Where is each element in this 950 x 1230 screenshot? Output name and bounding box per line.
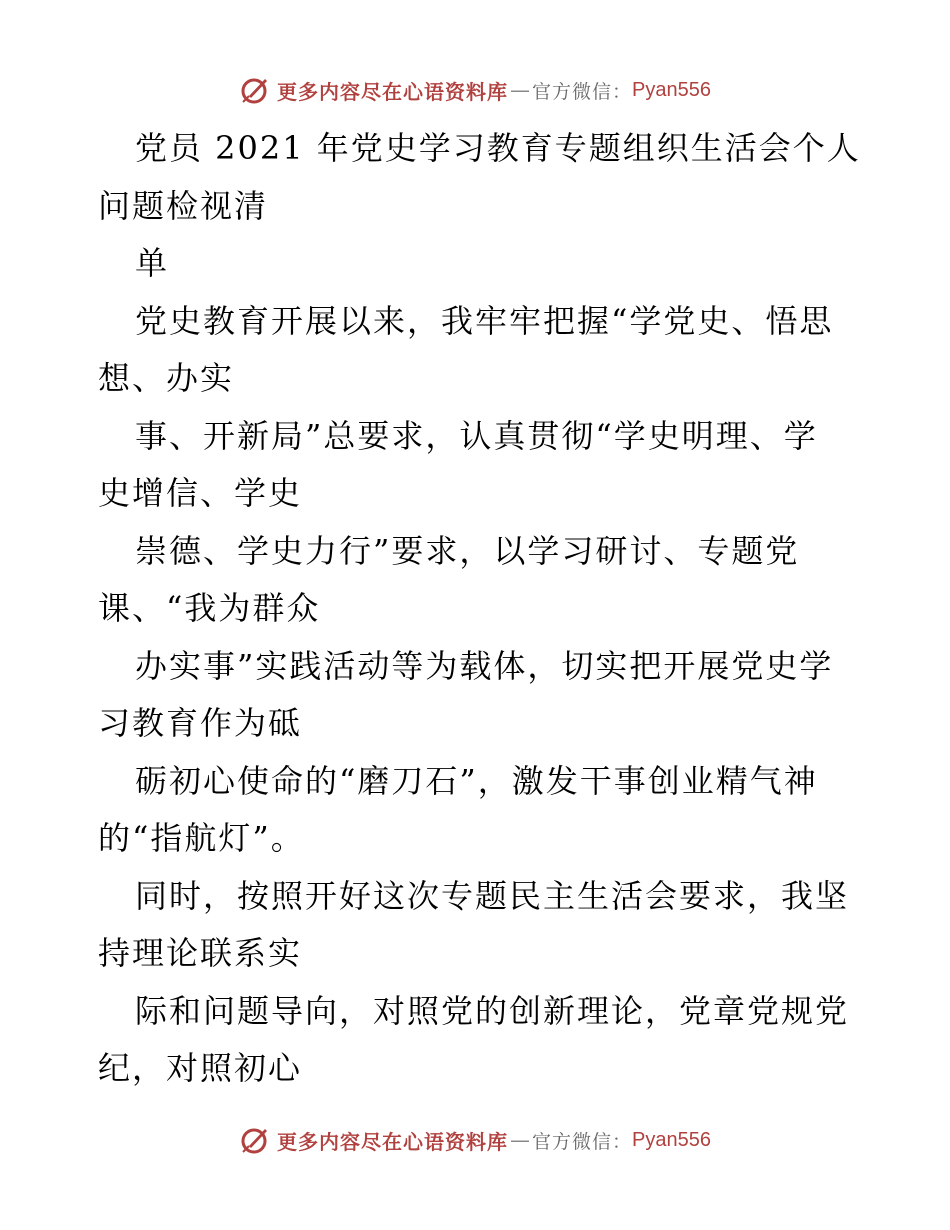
text-line: 单 xyxy=(135,244,170,282)
text-line: 党员 2021 年党史学习教育专题组织生活会个人 xyxy=(135,129,861,167)
text-line: 课、“我为群众 xyxy=(98,589,321,627)
banner-main-text: 更多内容尽在心语资料库 xyxy=(277,79,508,104)
text-line: 习教育作为砥 xyxy=(98,704,303,742)
banner-dash: — xyxy=(510,78,530,102)
banner-dash: — xyxy=(510,1128,530,1152)
text-line: 际和问题导向，对照党的创新理论，党章党规党 xyxy=(135,991,850,1030)
text-line: 纪，对照初心 xyxy=(98,1049,303,1087)
text-line: 的“指航灯”。 xyxy=(98,819,305,857)
text-line: 史增信、学史 xyxy=(98,474,303,512)
quill-logo-icon xyxy=(239,1124,271,1156)
banner-wechat-label: 官方微信： xyxy=(532,1130,633,1153)
text-line: 持理论联系实 xyxy=(98,934,303,972)
text-line: 事、开新局”总要求，认真贯彻“学史明理、学 xyxy=(135,416,818,455)
quill-logo-icon xyxy=(239,74,271,106)
footer-watermark xyxy=(0,1120,950,1160)
text-line: 同时，按照开好这次专题民主生活会要求，我坚 xyxy=(135,876,850,915)
banner-wechat-label: 官方微信： xyxy=(532,80,633,103)
banner-wechat-id: Pyan556 xyxy=(632,1128,711,1151)
text-line: 想、办实 xyxy=(98,359,235,397)
text-line: 崇德、学史力行”要求，以学习研讨、专题党 xyxy=(135,531,800,570)
text-line: 党史教育开展以来，我牢牢把握“学党史、悟思 xyxy=(135,301,834,340)
banner-wechat-id: Pyan556 xyxy=(632,78,711,101)
document-body xyxy=(98,120,861,1098)
header-watermark xyxy=(0,70,950,110)
text-line: 砺初心使命的“磨刀石”，激发干事创业精气神 xyxy=(135,761,818,800)
banner-main-text: 更多内容尽在心语资料库 xyxy=(277,1129,508,1154)
text-line: 问题检视清 xyxy=(98,186,269,225)
text-line: 办实事”实践活动等为载体，切实把开展党史学 xyxy=(135,646,834,685)
